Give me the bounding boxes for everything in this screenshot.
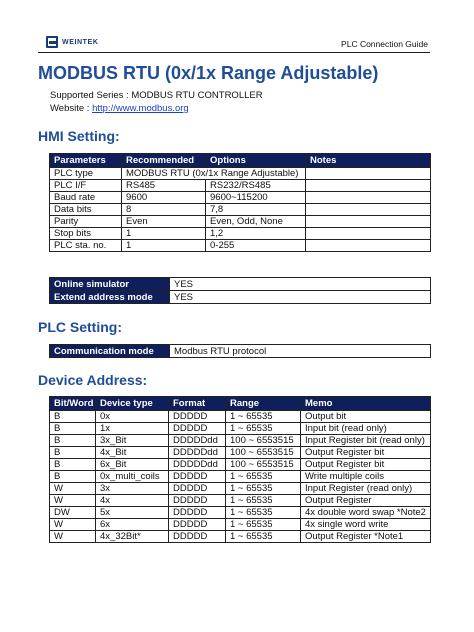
- table-row: [50, 240, 431, 252]
- column-header: Options: [206, 154, 306, 168]
- supported-series-label: Supported Series :: [50, 90, 132, 101]
- table-cell: 1 ~ 65535: [226, 423, 301, 435]
- table-cell: Even: [122, 216, 206, 228]
- table-cell: W: [50, 519, 96, 531]
- table-cell: 4x_32Bit*: [96, 531, 169, 543]
- column-header: Device type: [96, 397, 169, 411]
- table-row: [50, 531, 431, 543]
- plc-setting-heading: PLC Setting:: [38, 319, 122, 335]
- page-title: MODBUS RTU (0x/1x Range Adjustable): [38, 63, 379, 83]
- table-cell: Even, Odd, None: [206, 216, 306, 228]
- setting-value: Modbus RTU protocol: [170, 345, 431, 358]
- setting-value: YES: [170, 278, 431, 291]
- table-cell: 1 ~ 65535: [226, 519, 301, 531]
- table-cell: B: [50, 411, 96, 423]
- website-link[interactable]: http://www.modbus.org: [92, 103, 189, 114]
- table-row: [50, 471, 431, 483]
- table-cell: 1 ~ 65535: [226, 411, 301, 423]
- table-cell: PLC I/F: [50, 180, 122, 192]
- table-row: [50, 483, 431, 495]
- table-cell: 6x_Bit: [96, 459, 169, 471]
- table-cell: [306, 168, 431, 180]
- column-header: Notes: [306, 154, 431, 168]
- table-cell: Output Register bit: [301, 447, 431, 459]
- table-cell: W: [50, 483, 96, 495]
- table-cell: [306, 240, 431, 252]
- logo-text: WEINTEK: [62, 38, 99, 46]
- table-cell: 100 ~ 6553515: [226, 459, 301, 471]
- table-cell: B: [50, 471, 96, 483]
- table-cell: DDDDD: [169, 411, 226, 423]
- table-cell: 1,2: [206, 228, 306, 240]
- setting-label: Online simulator: [50, 278, 170, 291]
- supported-series: [50, 90, 263, 101]
- table-cell: DDDDDdd: [169, 435, 226, 447]
- table-cell: [306, 192, 431, 204]
- hmi-setting-table: [49, 153, 431, 252]
- device-address-heading: Device Address:: [38, 372, 148, 388]
- table-cell: 4x_Bit: [96, 447, 169, 459]
- column-header: Parameters: [50, 154, 122, 168]
- table-cell: DDDDD: [169, 519, 226, 531]
- table-cell: 100 ~ 6553515: [226, 435, 301, 447]
- table-cell: Stop bits: [50, 228, 122, 240]
- table-cell: Parity: [50, 216, 122, 228]
- table-cell: DDDDD: [169, 483, 226, 495]
- device-address-rows: [50, 411, 431, 543]
- table-cell: 100 ~ 6553515: [226, 447, 301, 459]
- table-header-row: [50, 154, 431, 168]
- table-cell: 4x double word swap *Note2: [301, 507, 431, 519]
- table-cell: W: [50, 495, 96, 507]
- table-cell: 4x single word write: [301, 519, 431, 531]
- plc-setting-table: [49, 344, 431, 358]
- table-cell: 1: [122, 240, 206, 252]
- column-header: Memo: [301, 397, 431, 411]
- table-cell: PLC type: [50, 168, 122, 180]
- table-cell: DDDDD: [169, 423, 226, 435]
- column-header: Range: [226, 397, 301, 411]
- table-cell: [306, 228, 431, 240]
- website-label: Website :: [50, 103, 93, 114]
- table-cell: 1 ~ 65535: [226, 507, 301, 519]
- table-cell: DDDDD: [169, 531, 226, 543]
- page-header: [38, 34, 430, 53]
- table-row: [50, 180, 431, 192]
- table-cell: DW: [50, 507, 96, 519]
- table-row: [50, 192, 431, 204]
- table-row: [50, 216, 431, 228]
- table-cell: 1: [122, 228, 206, 240]
- table-cell: Baud rate: [50, 192, 122, 204]
- table-cell: Data bits: [50, 204, 122, 216]
- table-cell: [306, 180, 431, 192]
- table-row: [50, 435, 431, 447]
- table-cell: 6x: [96, 519, 169, 531]
- table-row: [50, 459, 431, 471]
- doc-title: PLC Connection Guide: [341, 39, 428, 49]
- table-cell: 1 ~ 65535: [226, 531, 301, 543]
- table-cell: RS485: [122, 180, 206, 192]
- table-cell: Output bit: [301, 411, 431, 423]
- table-cell: Input Register bit (read only): [301, 435, 431, 447]
- table-cell: DDDDDdd: [169, 447, 226, 459]
- table-cell: 5x: [96, 507, 169, 519]
- table-cell: Input bit (read only): [301, 423, 431, 435]
- table-row: [50, 204, 431, 216]
- table-row: [50, 345, 431, 358]
- table-cell: MODBUS RTU (0x/1x Range Adjustable): [122, 168, 306, 180]
- setting-value: YES: [170, 291, 431, 304]
- table-row: [50, 495, 431, 507]
- table-row: [50, 423, 431, 435]
- table-cell: B: [50, 459, 96, 471]
- table-cell: 9600~115200: [206, 192, 306, 204]
- device-address-table: [49, 396, 431, 543]
- table-cell: 1 ~ 65535: [226, 483, 301, 495]
- table-cell: DDDDDdd: [169, 459, 226, 471]
- table-cell: 1 ~ 65535: [226, 471, 301, 483]
- table-row: [50, 411, 431, 423]
- table-row: [50, 168, 431, 180]
- table-row: [50, 228, 431, 240]
- table-cell: RS232/RS485: [206, 180, 306, 192]
- table-cell: 8: [122, 204, 206, 216]
- table-cell: 3x: [96, 483, 169, 495]
- table-cell: PLC sta. no.: [50, 240, 122, 252]
- table-cell: 1x: [96, 423, 169, 435]
- table-cell: 4x: [96, 495, 169, 507]
- table-cell: [306, 204, 431, 216]
- column-header: Recommended: [122, 154, 206, 168]
- table-row: [50, 278, 431, 291]
- table-cell: W: [50, 531, 96, 543]
- table-cell: DDDDD: [169, 471, 226, 483]
- table-cell: DDDDD: [169, 507, 226, 519]
- table-cell: 0-255: [206, 240, 306, 252]
- table-cell: Output Register: [301, 495, 431, 507]
- table-cell: 3x_Bit: [96, 435, 169, 447]
- hmi-setting-heading: HMI Setting:: [38, 128, 120, 144]
- logo-mark-icon: [46, 36, 58, 48]
- table-row: [50, 291, 431, 304]
- setting-label: Communication mode: [50, 345, 170, 358]
- weintek-logo: [46, 35, 98, 49]
- table-cell: [306, 216, 431, 228]
- supported-series-value: MODBUS RTU CONTROLLER: [131, 90, 263, 101]
- table-cell: Input Register (read only): [301, 483, 431, 495]
- column-header: Format: [169, 397, 226, 411]
- extra-settings-table: [49, 277, 431, 304]
- table-header-row: [50, 397, 431, 411]
- table-cell: B: [50, 435, 96, 447]
- table-cell: 9600: [122, 192, 206, 204]
- table-cell: B: [50, 423, 96, 435]
- table-cell: Output Register bit: [301, 459, 431, 471]
- table-row: [50, 507, 431, 519]
- table-cell: 7,8: [206, 204, 306, 216]
- table-cell: Output Register *Note1: [301, 531, 431, 543]
- table-cell: 0x_multi_coils: [96, 471, 169, 483]
- setting-label: Extend address mode: [50, 291, 170, 304]
- table-cell: DDDDD: [169, 495, 226, 507]
- table-cell: 0x: [96, 411, 169, 423]
- table-cell: B: [50, 447, 96, 459]
- table-cell: Write multiple coils: [301, 471, 431, 483]
- table-row: [50, 447, 431, 459]
- website: [50, 103, 189, 114]
- table-row: [50, 519, 431, 531]
- table-cell: 1 ~ 65535: [226, 495, 301, 507]
- column-header: Bit/Word: [50, 397, 96, 411]
